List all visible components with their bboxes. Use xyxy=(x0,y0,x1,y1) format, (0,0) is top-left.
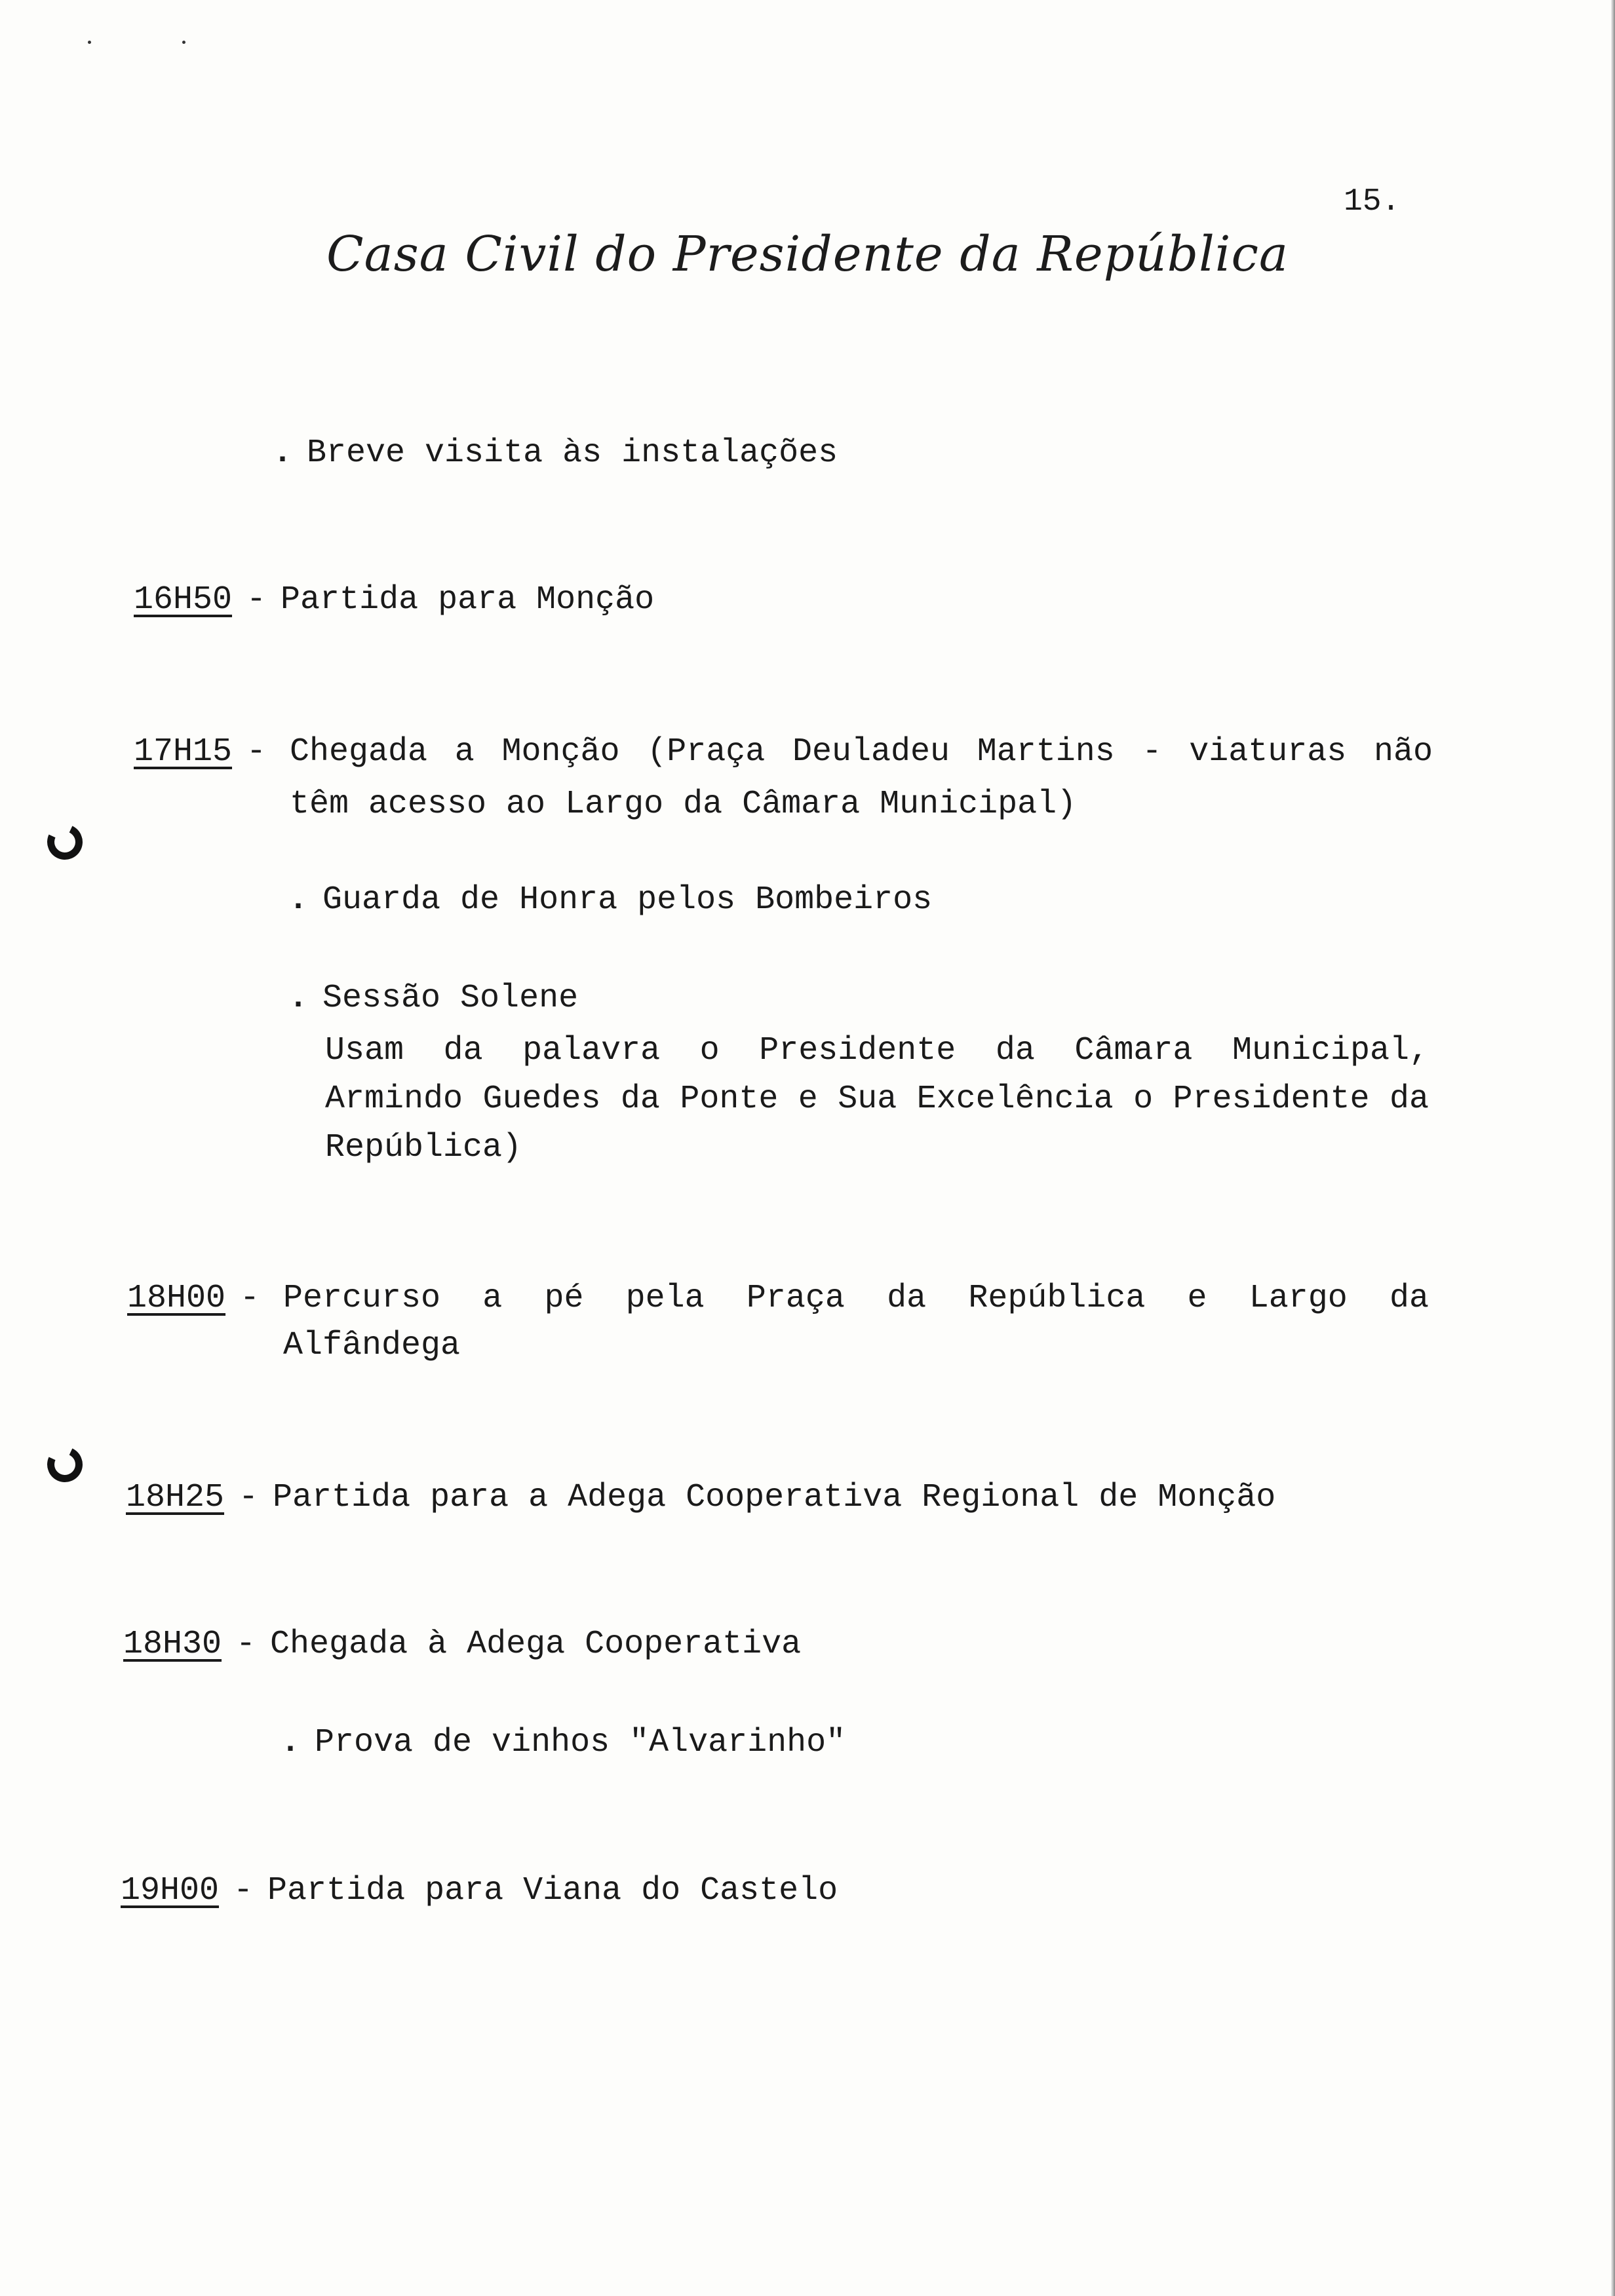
schedule-entry xyxy=(134,577,654,624)
punch-hole-mark xyxy=(42,819,87,864)
entry-time: 18H25 xyxy=(126,1479,225,1516)
sub-bullet-item xyxy=(288,877,932,924)
entry-text-line-1: Percurso a pé pela Praça da República e Largo da xyxy=(283,1280,1429,1317)
entry-separator: - xyxy=(246,581,267,619)
entry-separator: - xyxy=(233,1872,254,1909)
entry-separator: - xyxy=(236,1626,256,1663)
sub-bullet-text: Sessão Solene xyxy=(322,980,579,1017)
entry-text: Chegada à Adega Cooperativa xyxy=(270,1626,802,1663)
schedule-entry xyxy=(121,1867,838,1915)
page-number: 15. xyxy=(1344,184,1401,220)
sub-bullet-item xyxy=(281,1719,846,1767)
sessao-detail-line-3: República) xyxy=(325,1129,522,1166)
entry-time: 16H50 xyxy=(134,581,233,619)
schedule-entry-time-line xyxy=(134,729,281,776)
sub-bullet-text: Prova de vinhos "Alvarinho" xyxy=(315,1724,846,1761)
sessao-detail-line-1: Usam da palavra o Presidente da Câmara Municipal, xyxy=(325,1032,1429,1069)
entry-separator: - xyxy=(239,1479,259,1516)
schedule-entry-time-line xyxy=(127,1275,274,1322)
entry-separator: - xyxy=(240,1280,260,1317)
entry-time: 18H30 xyxy=(123,1626,222,1663)
entry-separator: - xyxy=(246,733,267,771)
scan-edge xyxy=(1611,0,1615,2296)
entry-time: 18H00 xyxy=(127,1280,226,1317)
intro-bullet-item xyxy=(273,430,838,477)
schedule-entry xyxy=(123,1621,801,1668)
sub-bullet-text: Guarda de Honra pelos Bombeiros xyxy=(322,881,933,919)
punch-hole-mark xyxy=(42,1442,87,1487)
scan-speck xyxy=(88,41,91,44)
sessao-detail-line-2: Armindo Guedes da Ponte e Sua Excelência o Presidente da xyxy=(325,1081,1429,1118)
entry-text: Partida para Monção xyxy=(281,581,655,619)
entry-text-line-2: Alfândega xyxy=(283,1327,461,1364)
entry-text-line-1: Chegada a Monção (Praça Deuladeu Martins - viaturas não xyxy=(290,733,1433,771)
bullet-mark: . xyxy=(288,980,309,1017)
bullet-mark: . xyxy=(288,881,309,919)
entry-time: 19H00 xyxy=(121,1872,220,1909)
sub-bullet-item xyxy=(288,975,578,1022)
entry-text-line-2: têm acesso ao Largo da Câmara Municipal) xyxy=(290,786,1077,823)
intro-bullet-text: Breve visita às instalações xyxy=(307,434,838,472)
bullet-mark: . xyxy=(281,1724,301,1761)
scan-speck xyxy=(182,41,185,44)
schedule-entry xyxy=(126,1474,1275,1521)
bullet-mark: . xyxy=(273,434,293,472)
entry-time: 17H15 xyxy=(134,733,233,771)
letterhead: Casa Civil do Presidente da República xyxy=(326,226,1289,282)
entry-text: Partida para Viana do Castelo xyxy=(267,1872,838,1909)
entry-text: Partida para a Adega Cooperativa Regional de Monção xyxy=(273,1479,1276,1516)
